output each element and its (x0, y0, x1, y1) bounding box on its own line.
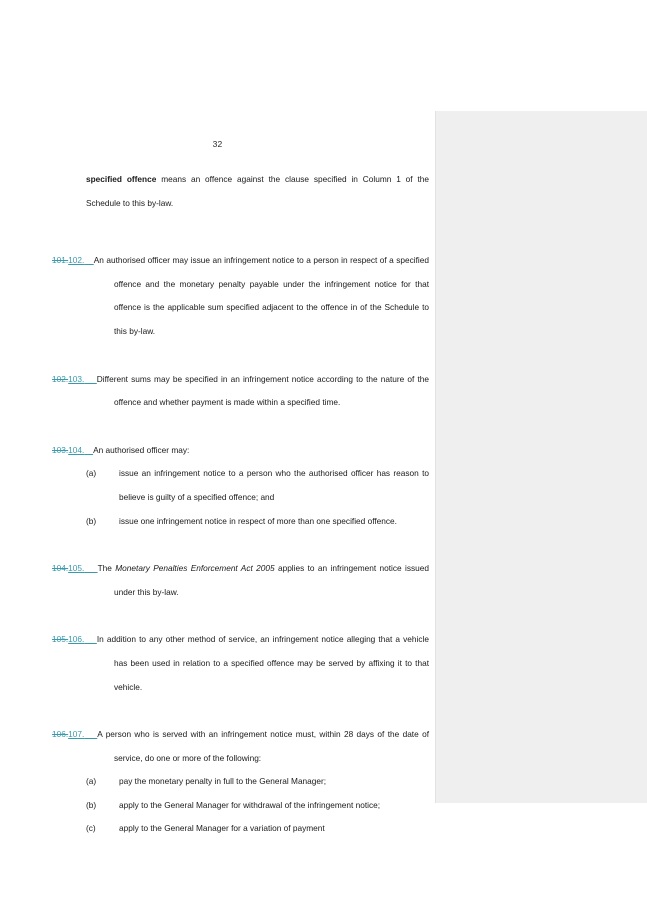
list-item (52, 510, 429, 534)
list-item (52, 770, 429, 794)
paragraph-spacer (52, 699, 429, 723)
deleted-clause-number: 106. (52, 729, 69, 740)
list-item-text: apply to the General Manager for a variation of payment (119, 823, 325, 834)
list-item (52, 794, 429, 818)
definition-text: means an offence against the clause specified in Column 1 of the Schedule to this by-law. (86, 174, 429, 208)
list-item-text: apply to the General Manager for withdrawal of the infringement notice; (119, 799, 381, 810)
list-item-marker: (b) (86, 799, 97, 810)
clause-text: A person who is served with an infringement notice must, within 28 days of the date of service, do one or more of the following: (97, 729, 429, 763)
document-body (52, 168, 429, 841)
paragraph-spacer (52, 415, 429, 439)
deleted-clause-number: 102. (52, 373, 69, 384)
inserted-tab-gap (84, 374, 96, 384)
list-item-text: issue one infringement notice in respect of more than one specified offence. (119, 515, 397, 526)
clause-104-subitems (52, 462, 429, 533)
inserted-tab-gap (84, 445, 93, 455)
page-number: 32 (212, 139, 223, 149)
deleted-clause-number: 101. (52, 255, 69, 266)
list-item (52, 462, 429, 509)
inserted-clause-number: 102. (68, 255, 85, 266)
deleted-clause-number: 104. (52, 563, 69, 574)
list-item-text: pay the monetary penalty in full to the General Manager; (119, 776, 327, 787)
clause-107-subitems (52, 770, 429, 841)
clause-103 (52, 368, 429, 415)
list-item-text: issue an infringement notice to a person who the authorised officer has reason to believe is guilty of a specified offence; and (119, 468, 429, 502)
clause-text-before: The (97, 563, 116, 574)
clause-text-after: applies to an infringement notice issued under this by-law. (114, 563, 429, 597)
list-item-marker: (a) (86, 776, 97, 787)
clause-106 (52, 628, 429, 699)
clause-104 (52, 439, 429, 463)
inserted-clause-number: 105. (68, 563, 85, 574)
comment-margin-panel (435, 111, 647, 803)
paragraph-spacer (52, 604, 429, 628)
list-item-marker: (c) (86, 823, 96, 834)
inserted-clause-number: 104. (68, 444, 85, 455)
clause-text: An authorised officer may issue an infringement notice to a person in respect of a specified offence and the monetary penalty payable under the infringement notice for that offence is the applicable sum specified adjacent to the offence in of the Schedule to this by-law. (93, 255, 429, 336)
clause-text: Different sums may be specified in an infringement notice according to the nature of the offence and whether payment is made within a specified time. (96, 373, 429, 408)
list-item-marker: (b) (86, 515, 97, 526)
paragraph-spacer (52, 225, 429, 249)
clause-text: In addition to any other method of service, an infringement notice alleging that a vehicle has been used in relation to a specified offence may be served by affixing it to that vehicle. (96, 634, 429, 692)
inserted-tab-gap (84, 729, 97, 739)
paragraph-spacer (52, 533, 429, 557)
clause-105 (52, 557, 429, 604)
inserted-tab-gap (84, 634, 97, 644)
inserted-tab-gap (84, 563, 97, 573)
clause-102 (52, 249, 429, 343)
inserted-clause-number: 103. (68, 373, 85, 384)
clause-107 (52, 723, 429, 770)
clause-text: An authorised officer may: (93, 444, 190, 455)
inserted-clause-number: 106. (68, 634, 85, 645)
inserted-clause-number: 107. (68, 729, 85, 740)
list-item (52, 817, 429, 841)
deleted-clause-number: 103. (52, 444, 69, 455)
deleted-clause-number: 105. (52, 634, 69, 645)
act-title: Monetary Penalties Enforcement Act 2005 (115, 563, 275, 574)
definition-term: specified offence (86, 174, 157, 184)
inserted-tab-gap (84, 255, 93, 265)
list-item-marker: (a) (86, 468, 97, 479)
definition-paragraph (52, 168, 429, 215)
paragraph-spacer (52, 344, 429, 368)
